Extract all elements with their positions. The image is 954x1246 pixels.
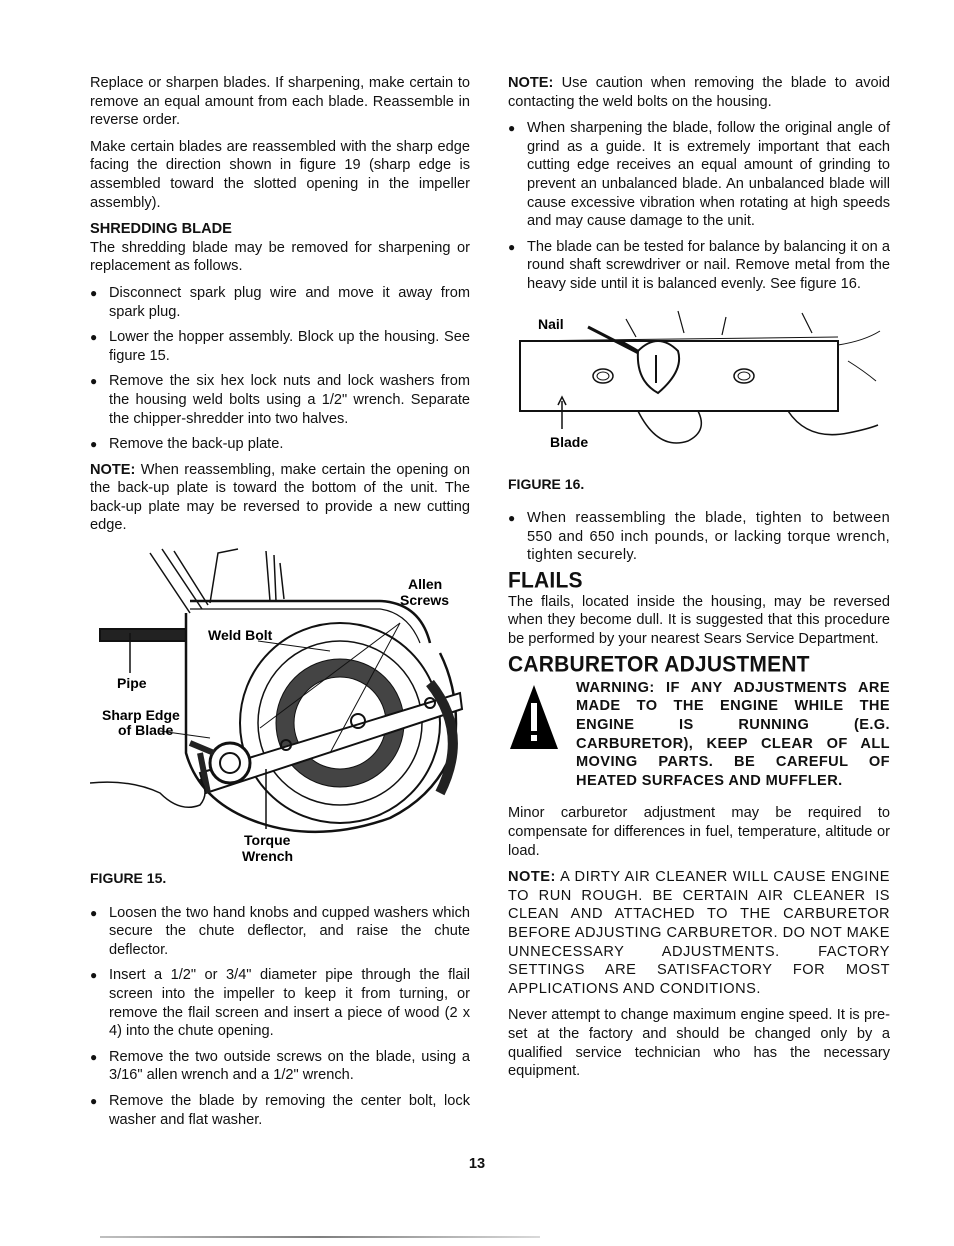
carburetor-paragraph-2: Never attempt to change maximum engine speed. It is pre-set at the factory and should be changed only by a qualified service technician who has the necessary equipment. [508, 1007, 890, 1080]
list-item: ● Lower the hopper assembly. Block up the housing. See figure 15. [90, 328, 470, 365]
carburetor-adjustment-heading: CARBURETOR ADJUSTMENT [508, 652, 810, 677]
label-allen: Allen [408, 576, 443, 593]
page-number: 13 [468, 1156, 486, 1172]
blade-removal-steps-list [90, 904, 470, 1130]
list-item: ● Remove the back-up plate. [90, 435, 470, 454]
label-torque: Torque [244, 832, 291, 849]
figure-15-caption: FIGURE 15. [90, 870, 167, 887]
label-sharp-edge: Sharp Edge [102, 707, 180, 724]
weld-bolt-note [508, 74, 890, 111]
label-of-blade: of Blade [118, 722, 174, 739]
label-pipe: Pipe [117, 675, 147, 692]
shredding-intro: The shredding blade may be removed for sharpening or replacement as follows. [90, 239, 470, 275]
shredding-steps-list [90, 284, 470, 454]
note-text: Use caution when removing the blade to avoid contacting the weld bolts on the housing. [508, 75, 890, 110]
warning-triangle-icon [508, 679, 560, 755]
backup-plate-note [90, 461, 470, 535]
label-nail: Nail [538, 315, 564, 332]
label-screws: Screws [400, 592, 450, 609]
list-item: ● Insert a 1/2" or 3/4" diameter pipe through the flail screen into the impeller to keep it from turning, or remove the flail screen and insert a piece of wood (2 x 4) into the chute opening. [90, 966, 470, 1040]
flails-paragraph: The flails, located inside the housing, may be reversed when they become dull. It is suggested that this procedure be performed by your nearest Sears Service Department. [508, 593, 890, 647]
list-item: ● The blade can be tested for balance by balancing it on a round shaft screwdriver or nail. Remove metal from the heavy side until it is balanced evenly. See figure 16. [508, 238, 890, 294]
list-item: ● Remove the six hex lock nuts and lock washers from the housing weld bolts using a 1/2" wrench. Separate the chipper-shredder into two halves. [90, 372, 470, 428]
shredding-blade-heading: SHREDDING BLADE [90, 221, 232, 238]
figure-16-caption: FIGURE 16. [508, 475, 585, 492]
label-wrench: Wrench [242, 848, 294, 865]
reassembly-list [508, 509, 890, 565]
right-column [508, 74, 890, 1089]
list-item: ● Disconnect spark plug wire and move it away from spark plug. [90, 284, 470, 321]
figure-16-illustration [508, 301, 890, 471]
note-label: NOTE: [508, 869, 556, 886]
label-weld-bolt: Weld Bolt [208, 627, 273, 644]
warning-text: WARNING: IF ANY ADJUSTMENTS ARE MADE TO THE ENGINE WHILE THE ENGINE IS RUNNING (E.G. CARBURETOR), KEEP CLEAR OF ALL MOVING PARTS. BE CAREFUL OF HEATED SURFACES AND MUFFLER. [576, 679, 890, 789]
figure-15-illustration [90, 543, 470, 879]
list-item: ● Remove the two outside screws on the blade, using a 3/16" allen wrench and a 1/2" wrench. [90, 1048, 470, 1085]
left-column [90, 74, 470, 1136]
note-text: When reassembling, make certain the opening on the back-up plate is toward the bottom of the unit. The back-up plate may be reversed to provide a new cutting edge. [90, 461, 470, 534]
note-label: NOTE: [508, 75, 554, 91]
note-label: NOTE: [90, 461, 136, 478]
list-item: ● When sharpening the blade, follow the original angle of grind as a guide. It is extremely important that each cutting edge receives an equal amount of grinding to prevent an unbalanced blade. An unbalanced blade will cause excessive vibration when rotating at high speeds and may cause damage to the unit. [508, 119, 890, 231]
air-cleaner-note [508, 868, 890, 998]
carburetor-paragraph-1: Minor carburetor adjustment may be required to compensate for differences in fuel, temperature, altitude or load. [508, 805, 890, 859]
sharpening-list [508, 119, 890, 293]
list-item: ● Remove the blade by removing the center bolt, lock washer and flat washer. [90, 1092, 470, 1129]
list-item: ● Loosen the two hand knobs and cupped washers which secure the chute deflector, and raise the chute deflector. [90, 904, 470, 960]
flails-heading: FLAILS [508, 568, 583, 593]
label-blade: Blade [550, 433, 589, 450]
paragraph-reassemble-blades: Make certain blades are reassembled with the sharp edge facing the direction shown in figure 19 (sharp edge is assembled toward the slotted opening in the impeller assembly). [90, 138, 470, 211]
warning-block [508, 679, 890, 791]
paragraph-replace-blades: Replace or sharpen blades. If sharpening, make certain to remove an equal amount from each blade. Reassemble in reverse order. [90, 75, 470, 129]
footer-scan-line [100, 1236, 540, 1238]
note-text: A DIRTY AIR CLEANER WILL CAUSE ENGINE TO RUN ROUGH. BE CERTAIN AIR CLEANER IS CLEAN AND ATTACHED TO THE CARBURETOR BEFORE ADJUSTING CARBURETOR. DO NOT MAKE UNNECESSARY ADJUSTMENTS. FACTORY SETTINGS ARE SATISFACTORY FOR MOST APPLICATIONS AND CONDITIONS. [508, 869, 890, 997]
list-item: ● When reassembling the blade, tighten to between 550 and 650 inch pounds, or lacking torque wrench, tighten securely. [508, 509, 890, 565]
